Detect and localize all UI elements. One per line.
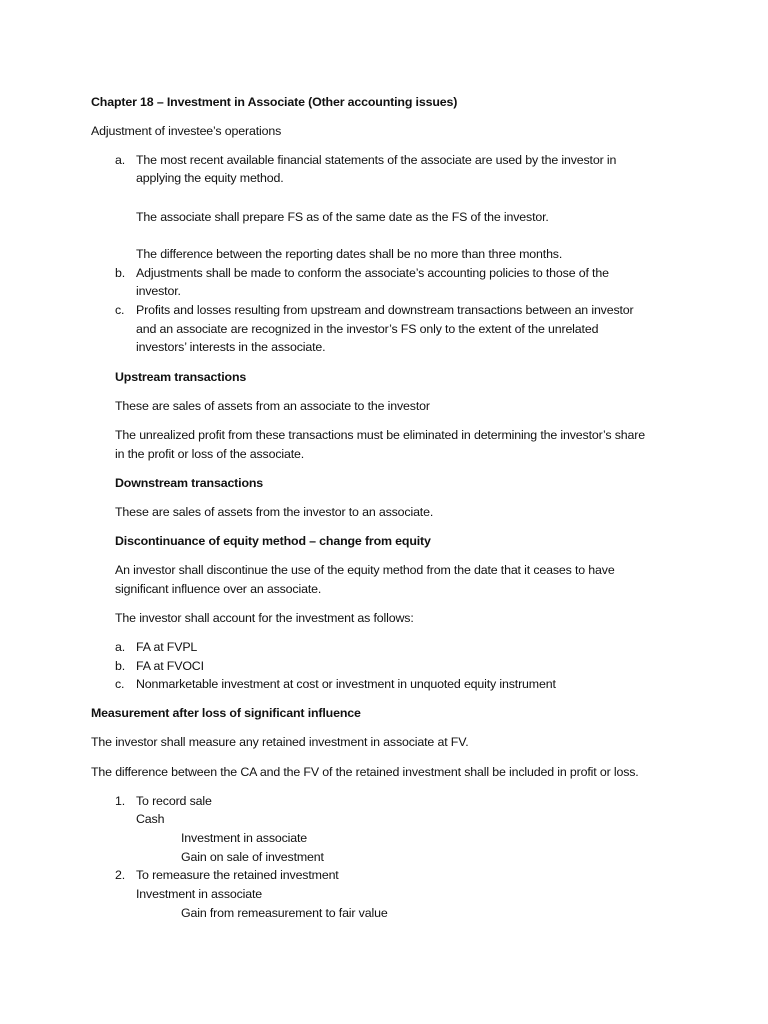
entry-label: To remeasure the retained investment (136, 868, 339, 882)
entry-credit: Gain from remeasurement to fair value (181, 906, 388, 920)
list-item-text: FA at FVOCI (136, 659, 204, 673)
paragraph: The unrealized profit from these transactions must be eliminated in determining the investor’s share (115, 428, 646, 442)
chapter-title: Chapter 18 – Investment in Associate (Other accounting issues) (91, 95, 458, 109)
list-item-note: The difference between the reporting dates shall be no more than three months. (136, 247, 563, 261)
paragraph: The difference between the CA and the FV of the retained investment shall be included in profit or loss. (91, 765, 639, 779)
list-item-note: The associate shall prepare FS as of the same date as the FS of the investor. (136, 210, 549, 224)
entry-credit: Gain on sale of investment (181, 850, 324, 864)
list-item-text: The most recent available financial statements of the associate are used by the investor in (136, 153, 617, 167)
list-marker: a. (115, 640, 126, 654)
entry-credit: Investment in associate (181, 831, 308, 845)
paragraph: These are sales of assets from the investor to an associate. (115, 505, 434, 519)
list-marker: c. (115, 677, 125, 691)
entry-label: To record sale (136, 794, 212, 808)
paragraph: These are sales of assets from an associate to the investor (115, 399, 430, 413)
list-item-text: Profits and losses resulting from upstream and downstream transactions between an investor (136, 303, 634, 317)
entry-debit: Cash (136, 812, 165, 826)
list-item-text: FA at FVPL (136, 640, 198, 654)
list-item-text: investors’ interests in the associate. (136, 340, 326, 354)
list-item-text: investor. (136, 284, 181, 298)
subheading-upstream: Upstream transactions (115, 370, 247, 384)
subheading-discontinuance: Discontinuance of equity method – change from equity (115, 534, 431, 548)
list-marker: b. (115, 266, 126, 280)
section-heading-measurement: Measurement after loss of significant influence (91, 706, 361, 720)
paragraph: significant influence over an associate. (115, 582, 322, 596)
subheading-downstream: Downstream transactions (115, 476, 264, 490)
entry-debit: Investment in associate (136, 887, 263, 901)
entry-number: 2. (115, 868, 126, 882)
list-marker: c. (115, 303, 125, 317)
paragraph: The investor shall measure any retained investment in associate at FV. (91, 735, 469, 749)
list-marker: b. (115, 659, 126, 673)
list-item-text: Nonmarketable investment at cost or investment in unquoted equity instrument (136, 677, 556, 691)
entry-number: 1. (115, 794, 126, 808)
list-marker: a. (115, 153, 126, 167)
list-item-text: applying the equity method. (136, 171, 284, 185)
list-item-text: Adjustments shall be made to conform the associate’s accounting policies to those of the (136, 266, 609, 280)
paragraph: The investor shall account for the investment as follows: (115, 611, 414, 625)
paragraph: in the profit or loss of the associate. (115, 447, 305, 461)
paragraph: An investor shall discontinue the use of the equity method from the date that it ceases to have (115, 563, 615, 577)
list-item-text: and an associate are recognized in the investor’s FS only to the extent of the unrelated (136, 322, 599, 336)
section-heading-adjustments: Adjustment of investee’s operations (91, 124, 282, 138)
